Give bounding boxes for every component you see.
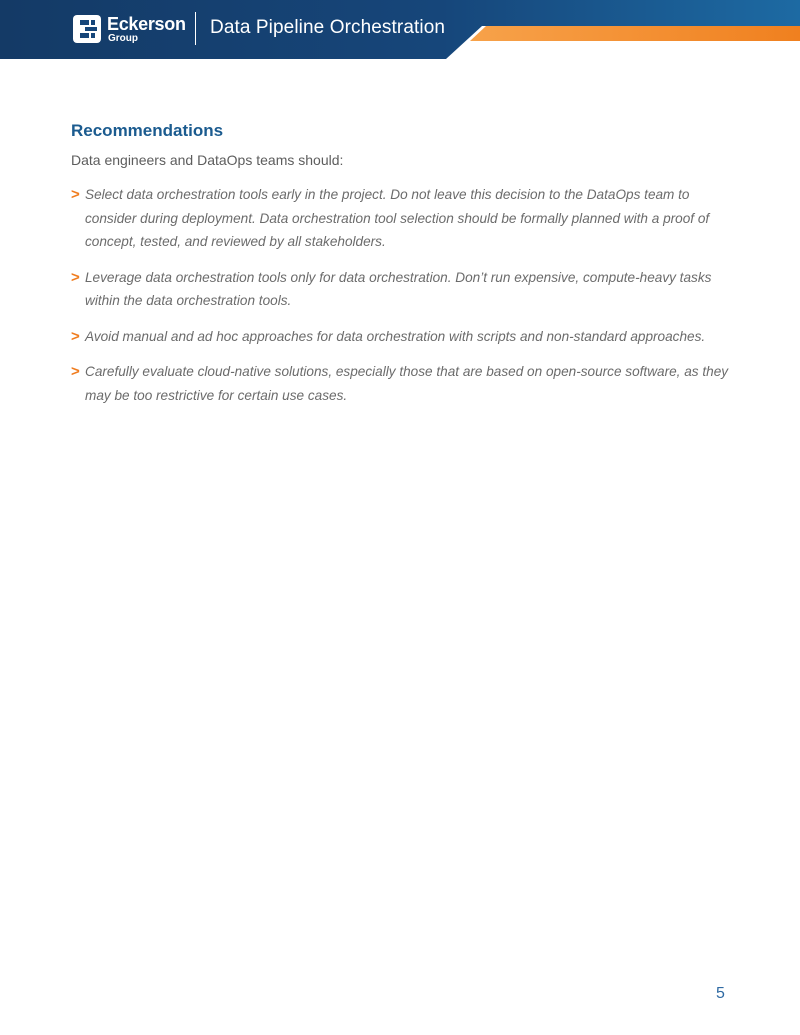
list-item-text: Leverage data orchestration tools only for data orchestration. Don’t run expensive, compute-heavy tasks within the data orchestration tools. xyxy=(85,269,712,308)
list-item xyxy=(71,325,736,349)
list-item xyxy=(71,360,736,407)
bullet-chevron-icon: > xyxy=(71,186,80,203)
bullet-chevron-icon: > xyxy=(71,327,80,345)
document-title: Data Pipeline Orchestration xyxy=(210,17,446,38)
brand-name: Eckerson xyxy=(107,13,186,34)
eckerson-logo-icon xyxy=(71,13,103,45)
brand-sub: Group xyxy=(108,32,138,44)
bullet-chevron-icon: > xyxy=(71,268,80,286)
brand-wordmark xyxy=(107,15,186,44)
brand-logo xyxy=(71,12,186,46)
list-item-text: Carefully evaluate cloud-native solutions, especially those that are based on open-source software, as they may be too restrictive for certain use cases. xyxy=(85,364,729,403)
page-header xyxy=(0,0,800,59)
list-item-text: Select data orchestration tools early in the project. Do not leave this decision to the DataOps team to consider during deployment. Data orchestration tool selection should be formally planned with a proof of concept, tested, and reviewed by all stakeholders. xyxy=(85,187,710,249)
list-item xyxy=(71,266,736,313)
header-orange-accent xyxy=(470,26,800,41)
recommendation-list xyxy=(71,183,736,407)
main-content xyxy=(71,120,736,419)
section-intro: Data engineers and DataOps teams should: xyxy=(71,152,344,168)
page-number: 5 xyxy=(716,985,725,1002)
bullet-chevron-icon: > xyxy=(71,363,80,380)
list-item xyxy=(71,183,736,254)
header-divider xyxy=(195,12,196,45)
list-item-text: Avoid manual and ad hoc approaches for data orchestration with scripts and non-standard approaches. xyxy=(85,328,706,344)
section-heading: Recommendations xyxy=(71,121,224,140)
